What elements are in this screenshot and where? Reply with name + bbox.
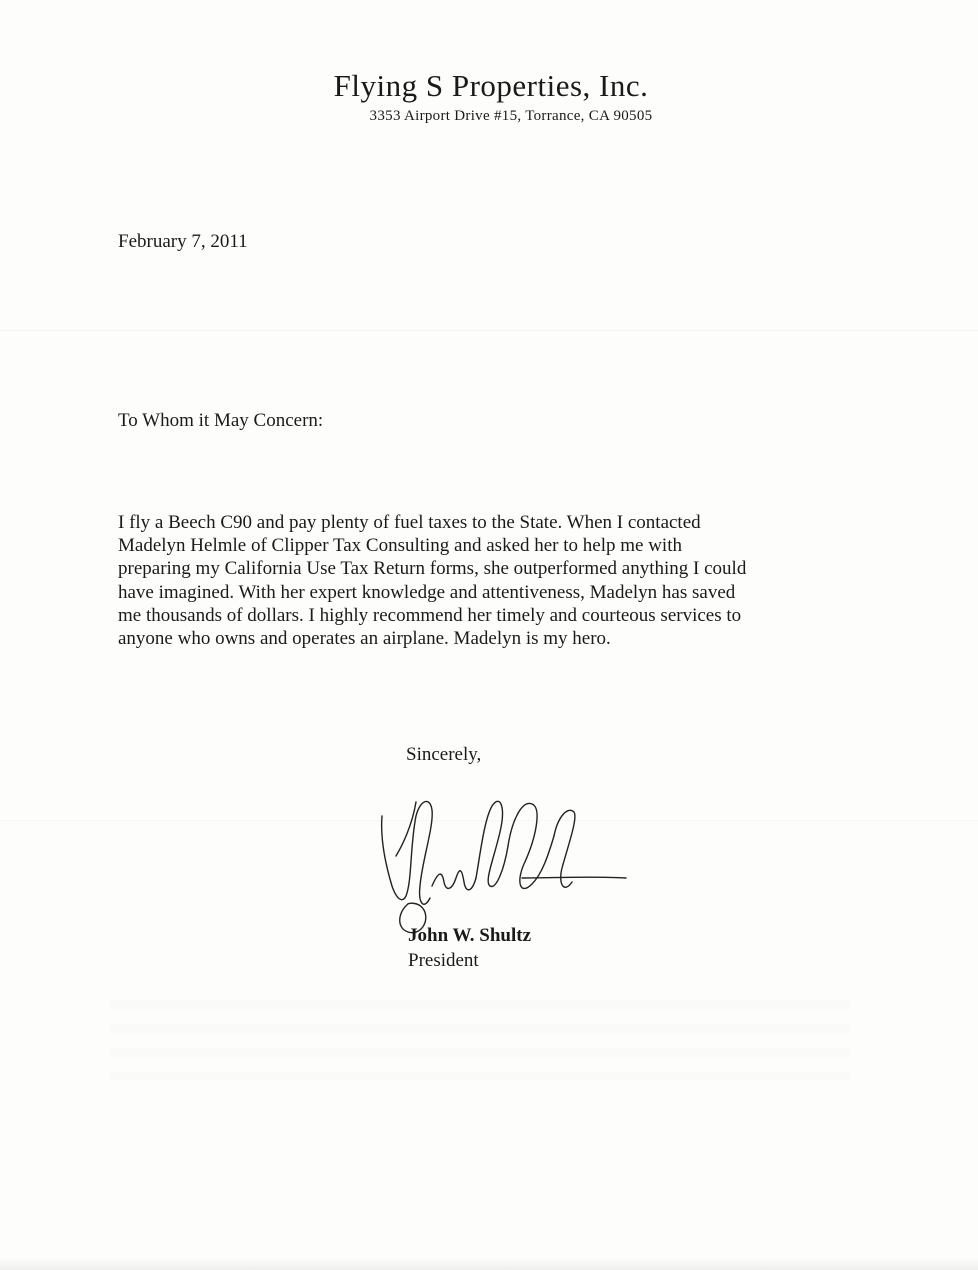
paper-fold-line xyxy=(0,330,978,332)
company-name: Flying S Properties, Inc. xyxy=(333,68,649,103)
signer-name: John W. Shultz xyxy=(408,925,532,946)
body-line: preparing my California Use Tax Return forms, she outperformed anything I could xyxy=(118,558,747,580)
company-address: 3353 Airport Drive #15, Torrance, CA 90505 xyxy=(369,108,653,124)
letter-date: February 7, 2011 xyxy=(118,231,248,252)
scan-edge xyxy=(0,1256,978,1270)
signer-title: President xyxy=(408,950,479,971)
body-line: Madelyn Helmle of Clipper Tax Consulting and asked her to help me with xyxy=(118,535,682,557)
body-line: I fly a Beech C90 and pay plenty of fuel taxes to the State. When I contacted xyxy=(118,512,701,533)
body-line: have imagined. With her expert knowledge and attentiveness, Madelyn has saved xyxy=(118,581,736,603)
show-through-text xyxy=(110,1000,850,1080)
body-line: me thousands of dollars. I highly recommend her timely and courteous services to xyxy=(118,604,742,626)
closing: Sincerely, xyxy=(406,744,482,765)
handwritten-signature xyxy=(372,786,632,946)
letter-body xyxy=(118,511,878,650)
salutation: To Whom it May Concern: xyxy=(118,410,324,431)
body-line: anyone who owns and operates an airplane. Madelyn is my hero. xyxy=(118,628,611,650)
